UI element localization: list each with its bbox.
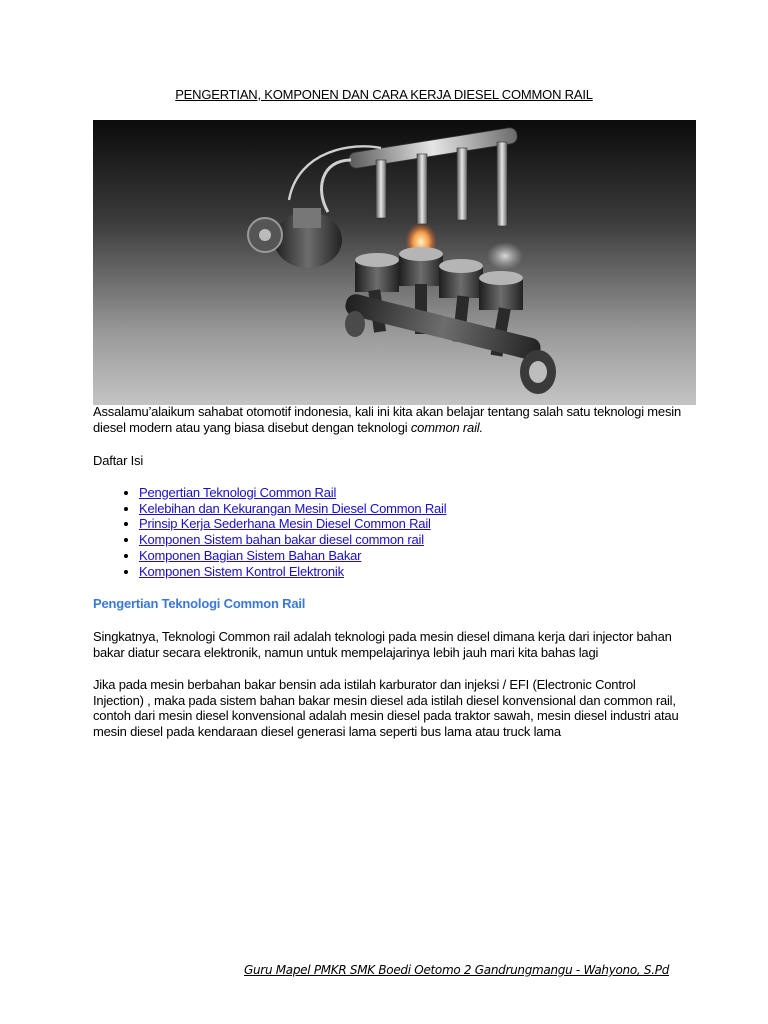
paragraph-definition: Singkatnya, Teknologi Common rail adalah teknologi pada mesin diesel dimana kerja dari injector bahan bakar diatur secara elektronik, namun untuk mempelajarinya lebih jauh mari kita bahas lagi	[93, 629, 672, 660]
toc-link-prinsip-kerja[interactable]: Prinsip Kerja Sederhana Mesin Diesel Common Rail	[139, 516, 431, 532]
toc-item	[139, 501, 446, 517]
intro-paragraph	[93, 404, 683, 435]
toc-link-pengertian[interactable]: Pengertian Teknologi Common Rail	[139, 485, 337, 500]
paragraph-comparison: Jika pada mesin berbahan bakar bensin ada istilah karburator dan injeksi / EFI (Electronic Control Injection) , maka pada sistem bahan bakar mesin diesel ada istilah diesel konvensional dan common rail, contoh dari mesin diesel konvensional adalah mesin diesel pada traktor sawah, mesin diesel industri atau mesin diesel pada kendaraan diesel generasi lama seperti bus lama atau truck lama	[93, 677, 679, 739]
toc-link-komponen-sistem[interactable]: Komponen Sistem bahan bakar diesel common rail	[139, 532, 424, 548]
toc-link-komponen-bagian[interactable]: Komponen Bagian Sistem Bahan Bakar	[139, 547, 362, 563]
intro-italic-term: common rail.	[410, 419, 483, 435]
toc-item	[139, 485, 446, 501]
toc-item	[139, 564, 446, 580]
intro-text: Assalamu’alaikum sahabat otomotif indonesia, kali ini kita akan belajar tentang salah satu teknologi mesin diesel modern atau yang biasa disebut dengan teknologi	[93, 404, 681, 435]
document-title: PENGERTIAN, KOMPONEN DAN CARA KERJA DIESEL COMMON RAIL	[175, 87, 593, 102]
toc-item	[139, 548, 446, 564]
toc-link-kelebihan[interactable]: Kelebihan dan Kekurangan Mesin Diesel Common Rail	[139, 500, 447, 516]
toc-link-kontrol-elektronik[interactable]: Komponen Sistem Kontrol Elektronik	[139, 563, 344, 579]
toc-item	[139, 516, 446, 532]
page-footer: Guru Mapel PMKR SMK Boedi Oetomo 2 Gandrungmangu - Wahyono, S.Pd	[244, 963, 670, 977]
section-heading: Pengertian Teknologi Common Rail	[93, 596, 306, 611]
table-of-contents	[93, 485, 446, 579]
toc-label: Daftar Isi	[93, 453, 144, 468]
toc-item	[139, 532, 446, 548]
common-rail-engine-image	[93, 120, 696, 405]
